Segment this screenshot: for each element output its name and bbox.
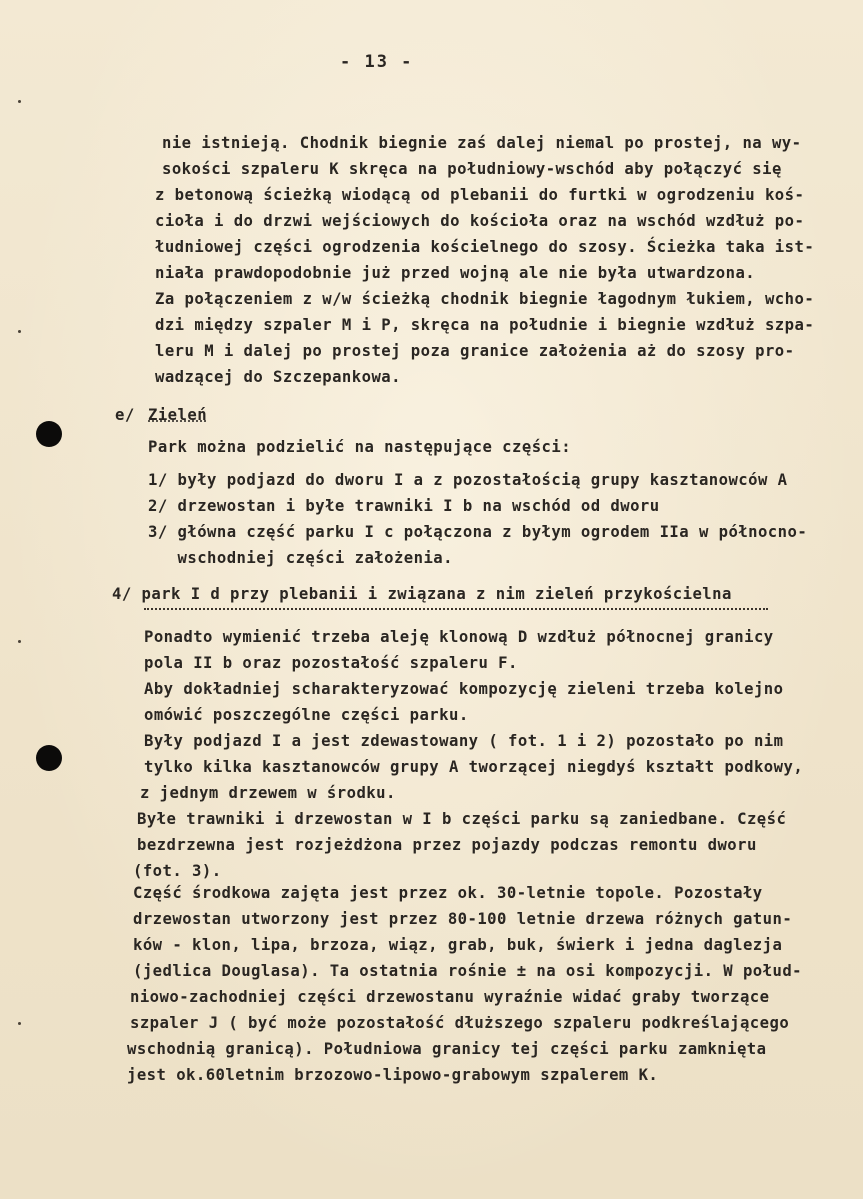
text-line: Były podjazd I a jest zdewastowany ( fot. 1 i 2) pozostało po nim xyxy=(144,732,784,750)
text-line: Za połączeniem z w/w ścieżką chodnik biegnie łagodnym łukiem, wcho- xyxy=(155,290,815,308)
text-line: dzi między szpaler M i P, skręca na południe i biegnie wzdłuż szpa- xyxy=(155,316,815,334)
text-line: szpaler J ( być może pozostałość dłuższego szpaleru podkreślającego xyxy=(130,1014,790,1032)
paper-speck xyxy=(18,330,21,333)
text-line: jest ok.60letnim brzozowo-lipowo-grabowym szpalerem K. xyxy=(127,1066,659,1084)
list-item: 3/ główna część parku I c połączona z byłym ogrodem IIa w północno- xyxy=(148,523,808,541)
text-line: drzewostan utworzony jest przez 80-100 letnie drzewa różnych gatun- xyxy=(133,910,793,928)
text-line: wschodnią granicą). Południowa granicy tej części parku zamknięta xyxy=(127,1040,767,1058)
paper-speck xyxy=(18,1022,21,1025)
text-line: Część środkowa zajęta jest przez ok. 30-letnie topole. Pozostały xyxy=(133,884,763,902)
section-intro: Park można podzielić na następujące części: xyxy=(148,438,572,456)
paper-speck xyxy=(18,640,21,643)
text-line: wadzącej do Szczepankowa. xyxy=(155,368,401,386)
text-line: cioła i do drzwi wejściowych do kościoła oraz na wschód wzdłuż po- xyxy=(155,212,805,230)
text-line: tylko kilka kasztanowców grupy A tworzącej niegdyś kształt podkowy, xyxy=(144,758,804,776)
text-line: z betonową ścieżką wiodącą od plebanii do furtki w ogrodzeniu koś- xyxy=(155,186,805,204)
underline-rule xyxy=(144,608,768,610)
text-line: niała prawdopodobnie już przed wojną ale nie była utwardzona. xyxy=(155,264,756,282)
text-line: Ponadto wymienić trzeba aleję klonową D wzdłuż północnej granicy xyxy=(144,628,774,646)
text-line: niowo-zachodniej części drzewostanu wyraźnie widać graby tworzące xyxy=(130,988,770,1006)
text-line: (fot. 3). xyxy=(133,862,222,880)
text-line: Aby dokładniej scharakteryzować kompozycję zieleni trzeba kolejno xyxy=(144,680,784,698)
text-line: z jednym drzewem w środku. xyxy=(140,784,396,802)
text-line: pola II b oraz pozostałość szpaleru F. xyxy=(144,654,518,672)
list-item: wschodniej części założenia. xyxy=(148,549,453,567)
section-title: Zieleń xyxy=(148,406,208,424)
paper-speck xyxy=(18,100,21,103)
text-line: nie istnieją. Chodnik biegnie zaś dalej niemal po prostej, na wy- xyxy=(162,134,802,152)
list-item: 4/ park I d przy plebanii i związana z nim zieleń przykościelna xyxy=(112,585,732,603)
section-marker: e/ xyxy=(115,406,135,424)
punch-hole xyxy=(36,745,62,771)
text-line: sokości szpaleru K skręca na południowy-wschód aby połączyć się xyxy=(162,160,782,178)
page-number: - 13 - xyxy=(340,52,414,72)
text-line: Byłe trawniki i drzewostan w I b części parku są zaniedbane. Część xyxy=(137,810,787,828)
text-line: łudniowej części ogrodzenia kościelnego do szosy. Ścieżka taka ist- xyxy=(155,238,815,256)
text-line: ków - klon, lipa, brzoza, wiąz, grab, buk, świerk i jedna daglezja xyxy=(133,936,783,954)
text-line: (jedlica Douglasa). Ta ostatnia rośnie ± na osi kompozycji. W połud- xyxy=(133,962,802,980)
list-item: 1/ były podjazd do dworu I a z pozostałością grupy kasztanowców A xyxy=(148,471,788,489)
punch-hole xyxy=(36,421,62,447)
list-item: 2/ drzewostan i byłe trawniki I b na wschód od dworu xyxy=(148,497,660,515)
text-line: bezdrzewna jest rozjeżdżona przez pojazdy podczas remontu dworu xyxy=(137,836,757,854)
text-line: omówić poszczególne części parku. xyxy=(144,706,469,724)
text-line: leru M i dalej po prostej poza granice założenia aż do szosy pro- xyxy=(155,342,795,360)
